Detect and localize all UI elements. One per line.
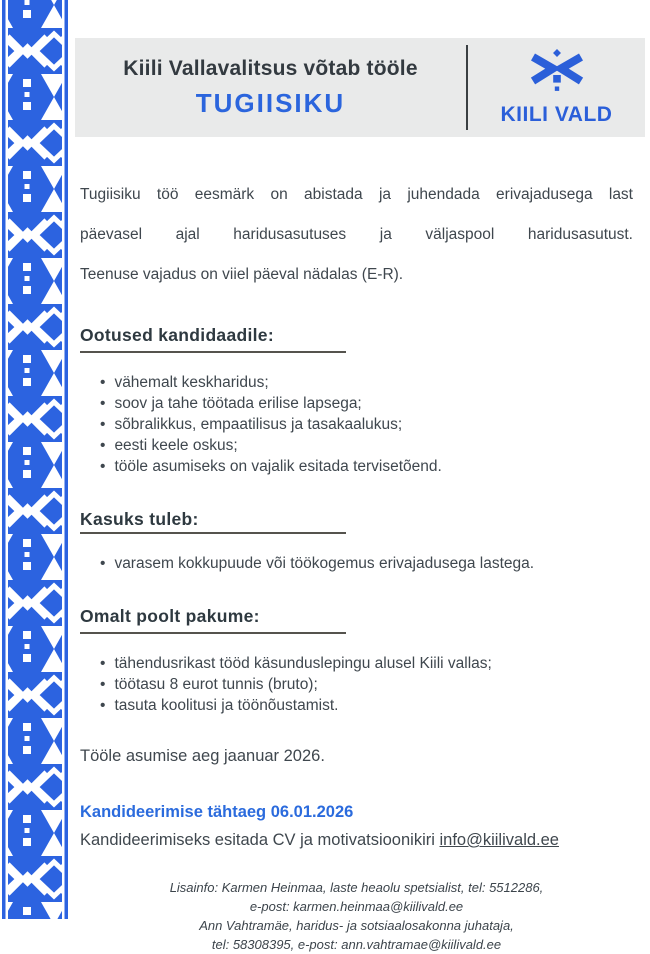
list-item: • vähemalt keskharidus; xyxy=(100,372,633,393)
offer-list xyxy=(80,653,633,716)
header-band xyxy=(75,38,645,137)
section-heading: Ootused kandidaadile: xyxy=(80,325,274,345)
list-item: • sõbralikkus, empaatilisus ja tasakaalukus; xyxy=(100,414,633,435)
header-title-box xyxy=(75,38,466,137)
flyer-body xyxy=(80,185,633,954)
expectations-list xyxy=(80,372,633,477)
intro-line: Tugiisiku töö eesmärk on abistada ja juhendada erivajadusega last xyxy=(80,186,633,203)
contact-line: e-post: karmen.heinmaa@kiilivald.ee xyxy=(249,899,464,914)
apply-text: Kandideerimiseks esitada CV ja motivatsioonikiri xyxy=(80,831,435,849)
advantages-list xyxy=(80,553,633,574)
intro-line: päevasel ajal haridusasutuses ja väljaspool haridusasutust. xyxy=(80,226,633,243)
list-item: • eesti keele oskus; xyxy=(100,435,633,456)
heading-underline xyxy=(80,532,346,534)
section-heading: Omalt poolt pakume: xyxy=(80,606,260,626)
list-item: • tähendusrikast tööd käsunduslepingu alusel Kiili vallas; xyxy=(100,653,633,674)
section-advantages xyxy=(80,509,633,574)
job-title: TUGIISIKU xyxy=(195,87,346,118)
section-offer xyxy=(80,606,633,716)
contact-info xyxy=(80,878,633,954)
contact-line: Ann Vahtramäe, haridus- ja sotsiaalosakonna juhataja, xyxy=(199,918,514,933)
section-heading: Kasuks tuleb: xyxy=(80,509,199,529)
ethnic-border-pattern-svg xyxy=(0,0,70,919)
heading-underline xyxy=(80,351,346,353)
page-title: Kiili Vallavalitsus võtab tööle xyxy=(123,56,418,80)
list-item: • varasem kokkupuude või töökogemus erivajadusega lastega. xyxy=(100,553,633,574)
ethnic-border-pattern xyxy=(0,0,70,919)
intro-paragraph xyxy=(80,185,633,285)
apply-email-link[interactable]: info@kiilivald.ee xyxy=(439,831,559,849)
contact-line: tel: 58308395, e-post: ann.vahtramae@kiilivald.ee xyxy=(211,937,502,952)
dragonfly-mark-icon xyxy=(528,48,586,99)
apply-instructions xyxy=(80,831,633,850)
start-date-note: Tööle asumise aeg jaanuar 2026. xyxy=(80,747,325,765)
intro-line: Teenuse vajadus on viiel päeval nädalas (E-R). xyxy=(80,266,404,283)
contact-line: Lisainfo: Karmen Heinmaa, laste heaolu spetsialist, tel: 5512286, xyxy=(169,880,544,895)
list-item: • soov ja tahe töötada erilise lapsega; xyxy=(100,393,633,414)
kiili-vald-logo xyxy=(468,38,645,137)
section-expectations xyxy=(80,325,633,477)
list-item: • tööle asumiseks on vajalik esitada tervisetõend. xyxy=(100,456,633,477)
list-item: • tasuta koolitusi ja töönõustamist. xyxy=(100,695,633,716)
application-deadline: Kandideerimise tähtaeg 06.01.2026 xyxy=(80,803,354,821)
list-item: • töötasu 8 eurot tunnis (bruto); xyxy=(100,674,633,695)
logo-wordmark: KIILI VALD xyxy=(500,103,613,126)
heading-underline xyxy=(80,632,346,634)
